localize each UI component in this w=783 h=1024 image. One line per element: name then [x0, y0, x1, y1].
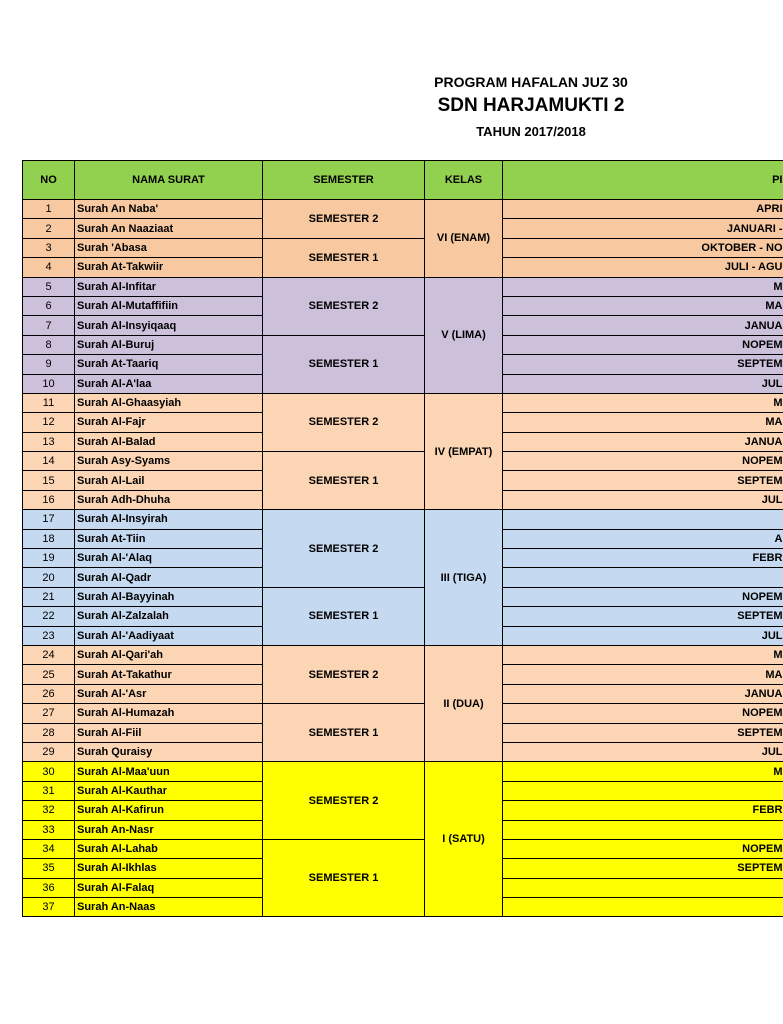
hafalan-table: [22, 160, 783, 917]
row-number: 32: [23, 801, 75, 820]
periode-cell: M: [503, 762, 783, 781]
periode-cell: JANUA: [503, 432, 783, 451]
row-number: 20: [23, 568, 75, 587]
row-number: 34: [23, 839, 75, 858]
row-number: 3: [23, 238, 75, 257]
semester-cell: SEMESTER 1: [263, 704, 425, 762]
kelas-cell: III (TIGA): [425, 510, 503, 646]
row-number: 19: [23, 549, 75, 568]
surah-name: Surah Adh-Dhuha: [75, 490, 263, 509]
header-semester: SEMESTER: [263, 161, 425, 200]
table-row: [23, 510, 783, 529]
semester-cell: SEMESTER 2: [263, 393, 425, 451]
periode-cell: JULI - AGU: [503, 258, 783, 277]
semester-cell: SEMESTER 1: [263, 238, 425, 277]
periode-cell: FEBR: [503, 801, 783, 820]
row-number: 35: [23, 859, 75, 878]
row-number: 37: [23, 898, 75, 917]
row-number: 9: [23, 355, 75, 374]
periode-cell: FEBR: [503, 549, 783, 568]
kelas-cell: VI (ENAM): [425, 200, 503, 278]
surah-name: Surah Al-A'laa: [75, 374, 263, 393]
periode-cell: JANUA: [503, 684, 783, 703]
header-row: [23, 161, 783, 200]
surah-name: Surah Al-'Asr: [75, 684, 263, 703]
semester-cell: SEMESTER 2: [263, 645, 425, 703]
periode-cell: NOPEM: [503, 587, 783, 606]
row-number: 6: [23, 296, 75, 315]
table-row: [23, 704, 783, 723]
periode-cell: SEPTEM: [503, 471, 783, 490]
periode-cell: A: [503, 529, 783, 548]
periode-cell: JANUARI -: [503, 219, 783, 238]
semester-cell: SEMESTER 2: [263, 510, 425, 588]
periode-cell: JUL: [503, 374, 783, 393]
periode-cell: JUL: [503, 490, 783, 509]
surah-name: Surah Al-Ikhlas: [75, 859, 263, 878]
periode-cell: JANUA: [503, 316, 783, 335]
row-number: 27: [23, 704, 75, 723]
table-row: [23, 452, 783, 471]
school-name: SDN HARJAMUKTI 2: [437, 95, 625, 116]
row-number: 23: [23, 626, 75, 645]
surah-name: Surah Quraisy: [75, 742, 263, 761]
periode-cell: NOPEM: [503, 335, 783, 354]
surah-name: Surah Al-'Alaq: [75, 549, 263, 568]
surah-name: Surah At-Taariq: [75, 355, 263, 374]
surah-name: Surah An Naba': [75, 200, 263, 219]
row-number: 36: [23, 878, 75, 897]
periode-cell: [503, 568, 783, 587]
row-number: 14: [23, 452, 75, 471]
surah-name: Surah Al-Humazah: [75, 704, 263, 723]
surah-name: Surah At-Takwiir: [75, 258, 263, 277]
table-row: [23, 238, 783, 257]
periode-cell: M: [503, 277, 783, 296]
row-number: 33: [23, 820, 75, 839]
row-number: 28: [23, 723, 75, 742]
table-row: [23, 335, 783, 354]
surah-name: Surah An Naaziaat: [75, 219, 263, 238]
row-number: 5: [23, 277, 75, 296]
table-row: [23, 587, 783, 606]
periode-cell: SEPTEM: [503, 607, 783, 626]
periode-cell: NOPEM: [503, 839, 783, 858]
surah-name: Surah Al-Zalzalah: [75, 607, 263, 626]
periode-cell: MA: [503, 413, 783, 432]
row-number: 17: [23, 510, 75, 529]
row-number: 8: [23, 335, 75, 354]
row-number: 12: [23, 413, 75, 432]
surah-name: Surah An-Nasr: [75, 820, 263, 839]
periode-cell: NOPEM: [503, 452, 783, 471]
surah-name: Surah Al-Bayyinah: [75, 587, 263, 606]
row-number: 1: [23, 200, 75, 219]
periode-cell: JUL: [503, 626, 783, 645]
surah-name: Surah At-Takathur: [75, 665, 263, 684]
periode-cell: M: [503, 645, 783, 664]
surah-name: Surah Al-Fiil: [75, 723, 263, 742]
surah-name: Surah Al-Balad: [75, 432, 263, 451]
periode-cell: SEPTEM: [503, 723, 783, 742]
surah-name: Surah Al-Insyiqaaq: [75, 316, 263, 335]
kelas-cell: I (SATU): [425, 762, 503, 917]
kelas-cell: V (LIMA): [425, 277, 503, 393]
table-row: [23, 645, 783, 664]
periode-cell: NOPEM: [503, 704, 783, 723]
school-year: TAHUN 2017/2018: [476, 124, 586, 139]
kelas-cell: IV (EMPAT): [425, 393, 503, 509]
surah-name: Surah Al-'Aadiyaat: [75, 626, 263, 645]
periode-cell: [503, 878, 783, 897]
semester-cell: SEMESTER 1: [263, 452, 425, 510]
semester-cell: SEMESTER 2: [263, 762, 425, 840]
semester-cell: SEMESTER 1: [263, 587, 425, 645]
table-body: [23, 200, 783, 917]
row-number: 30: [23, 762, 75, 781]
header-nama-surat: NAMA SURAT: [75, 161, 263, 200]
periode-cell: APRI: [503, 200, 783, 219]
surah-name: Surah Al-Fajr: [75, 413, 263, 432]
periode-cell: M: [503, 393, 783, 412]
surah-name: Surah Al-Mutaffifiin: [75, 296, 263, 315]
header-periode: PI: [503, 161, 783, 200]
row-number: 10: [23, 374, 75, 393]
surah-name: Surah Al-Insyirah: [75, 510, 263, 529]
row-number: 11: [23, 393, 75, 412]
periode-cell: MA: [503, 665, 783, 684]
row-number: 13: [23, 432, 75, 451]
program-title: PROGRAM HAFALAN JUZ 30: [434, 74, 628, 90]
periode-cell: OKTOBER - NO: [503, 238, 783, 257]
surah-name: Surah Al-Kafirun: [75, 801, 263, 820]
periode-cell: MA: [503, 296, 783, 315]
surah-name: Surah Al-Qari'ah: [75, 645, 263, 664]
surah-name: Surah At-Tiin: [75, 529, 263, 548]
row-number: 16: [23, 490, 75, 509]
periode-cell: [503, 820, 783, 839]
row-number: 21: [23, 587, 75, 606]
table-row: [23, 200, 783, 219]
row-number: 26: [23, 684, 75, 703]
surah-name: Surah Al-Lail: [75, 471, 263, 490]
surah-name: Surah Al-Lahab: [75, 839, 263, 858]
row-number: 29: [23, 742, 75, 761]
table-row: [23, 393, 783, 412]
row-number: 24: [23, 645, 75, 664]
surah-name: Surah Al-Infitar: [75, 277, 263, 296]
surah-name: Surah Al-Ghaasyiah: [75, 393, 263, 412]
semester-cell: SEMESTER 1: [263, 839, 425, 917]
periode-cell: [503, 510, 783, 529]
row-number: 22: [23, 607, 75, 626]
periode-cell: SEPTEM: [503, 859, 783, 878]
periode-cell: SEPTEM: [503, 355, 783, 374]
semester-cell: SEMESTER 2: [263, 200, 425, 239]
surah-name: Surah Al-Buruj: [75, 335, 263, 354]
header-kelas: KELAS: [425, 161, 503, 200]
surah-name: Surah 'Abasa: [75, 238, 263, 257]
row-number: 2: [23, 219, 75, 238]
surah-name: Surah An-Naas: [75, 898, 263, 917]
table-row: [23, 839, 783, 858]
header-no: NO: [23, 161, 75, 200]
semester-cell: SEMESTER 1: [263, 335, 425, 393]
table-row: [23, 277, 783, 296]
row-number: 18: [23, 529, 75, 548]
row-number: 15: [23, 471, 75, 490]
periode-cell: [503, 898, 783, 917]
semester-cell: SEMESTER 2: [263, 277, 425, 335]
periode-cell: [503, 781, 783, 800]
surah-name: Surah Al-Kauthar: [75, 781, 263, 800]
surah-name: Surah Al-Maa'uun: [75, 762, 263, 781]
row-number: 25: [23, 665, 75, 684]
kelas-cell: II (DUA): [425, 645, 503, 761]
table-row: [23, 762, 783, 781]
row-number: 7: [23, 316, 75, 335]
surah-name: Surah Al-Qadr: [75, 568, 263, 587]
periode-cell: JUL: [503, 742, 783, 761]
row-number: 31: [23, 781, 75, 800]
row-number: 4: [23, 258, 75, 277]
surah-name: Surah Al-Falaq: [75, 878, 263, 897]
surah-name: Surah Asy-Syams: [75, 452, 263, 471]
